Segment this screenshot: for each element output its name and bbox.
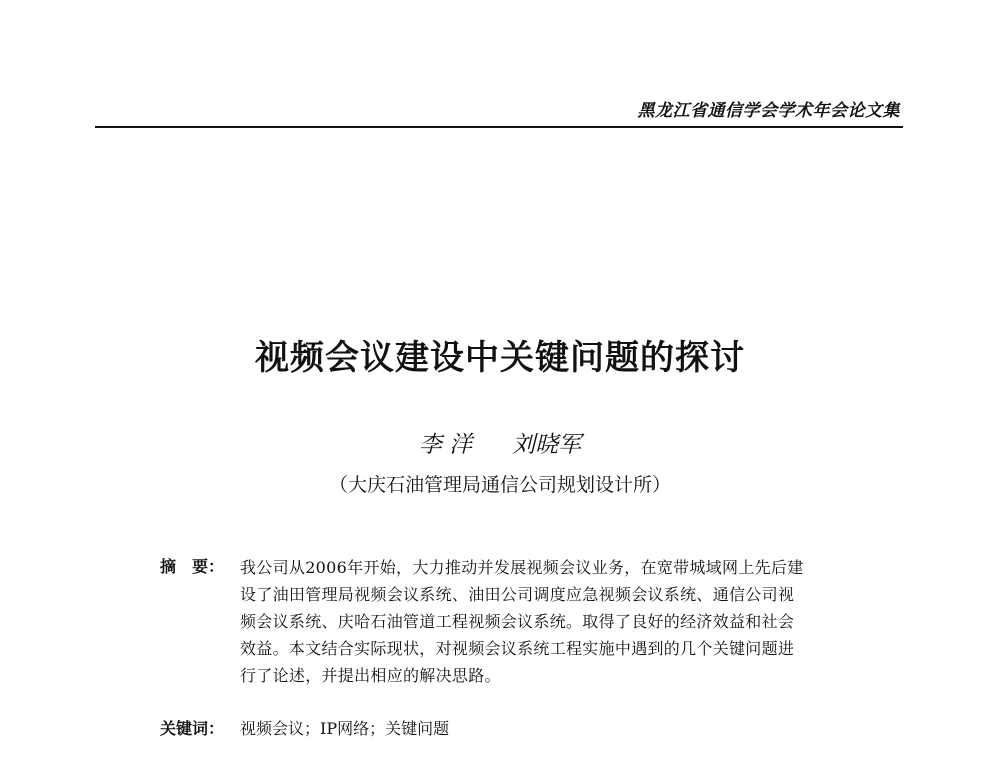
author-name: 李 洋 — [418, 432, 473, 458]
abstract-line: 我公司从2006年开始，大力推动并发展视频会议业务，在宽带城域网上先后建 — [240, 558, 804, 577]
abstract-label: 摘 要： — [160, 557, 225, 576]
abstract-body — [240, 554, 840, 689]
header-rule — [95, 126, 903, 128]
abstract-line: 设了油田管理局视频会议系统、油田公司调度应急视频会议系统、通信公司视 — [240, 585, 795, 604]
keywords-label: 关键词： — [160, 719, 225, 738]
affiliation: （大庆石油管理局通信公司规划设计所） — [328, 474, 671, 496]
author-list — [0, 426, 1000, 459]
abstract-line: 频会议系统、庆哈石油管道工程视频会议系统。取得了良好的经济效益和社会 — [240, 612, 795, 631]
abstract-line: 行了论述，并提出相应的解决思路。 — [240, 666, 501, 685]
paper-title: 视频会议建设中关键问题的探讨 — [255, 338, 745, 378]
running-header: 黑龙江省通信学会学术年会论文集 — [637, 101, 900, 121]
author-name: 刘晓军 — [512, 432, 582, 458]
keywords-text: 视频会议；IP网络；关键问题 — [240, 719, 450, 738]
abstract-line: 效益。本文结合实际现状，对视频会议系统工程实施中遇到的几个关键问题进 — [240, 639, 795, 658]
